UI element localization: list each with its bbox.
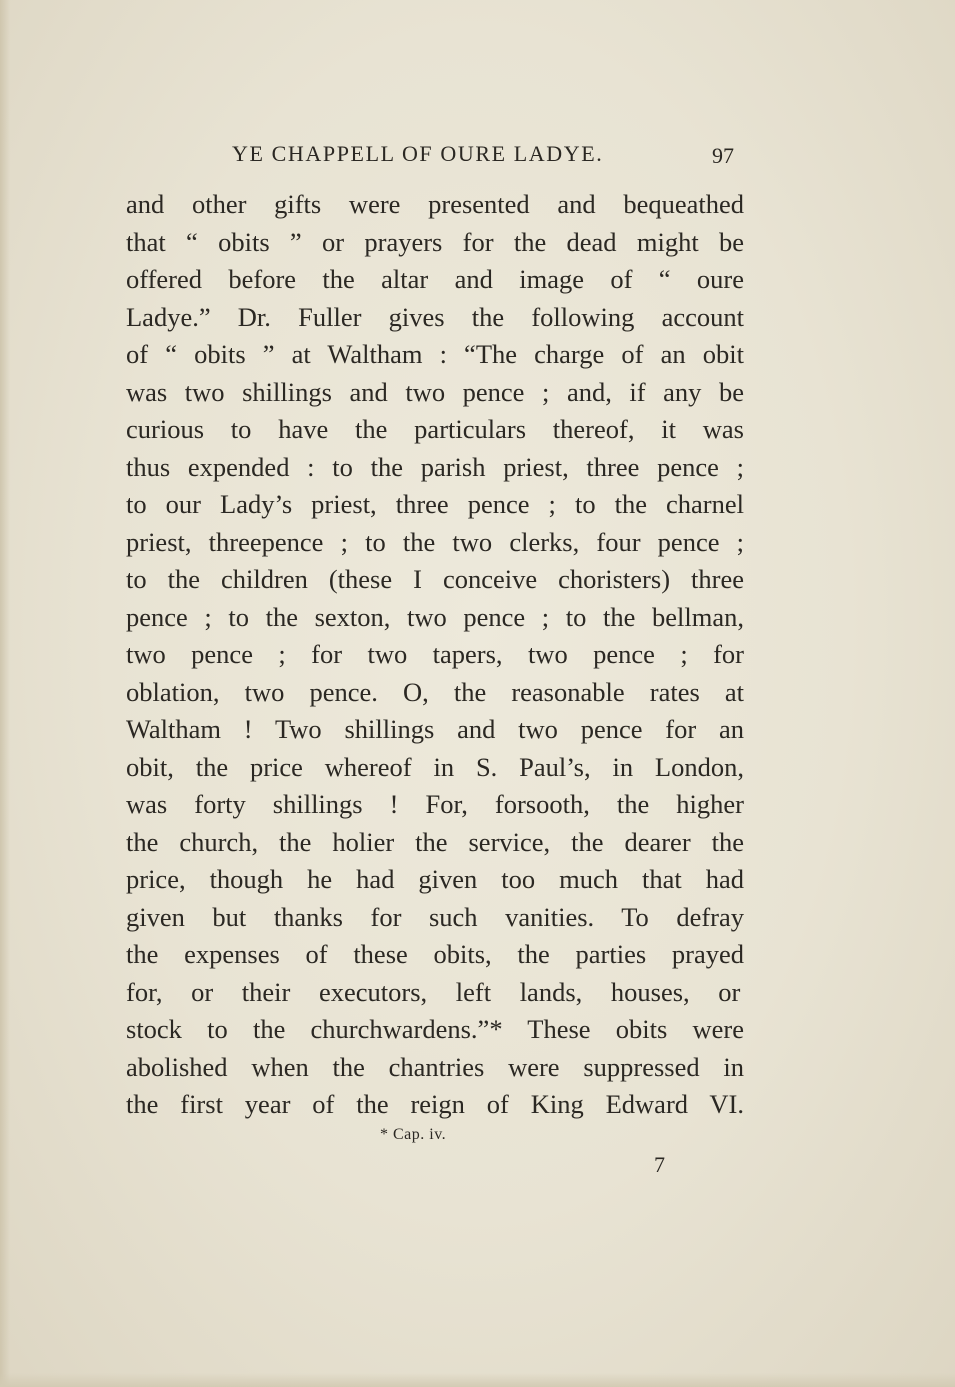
page-header xyxy=(232,141,742,175)
text-line: thus expended : to the parish priest, three pence ; xyxy=(126,451,744,482)
body-text xyxy=(126,186,744,1124)
text-line: for, or their executors, left lands, houses, or xyxy=(126,976,741,1007)
text-line: Waltham ! Two shillings and two pence for an xyxy=(126,714,744,744)
text-line: that “ obits ” or prayers for the dead might be xyxy=(126,226,744,257)
running-title: YE CHAPPELL OF OURE LADYE. xyxy=(232,141,604,166)
text-line: to our Lady’s priest, three pence ; to the charnel xyxy=(126,489,744,519)
text-line: Ladye.” Dr. Fuller gives the following account xyxy=(126,301,744,332)
text-line: pence ; to the sexton, two pence ; to the bellman, xyxy=(126,601,744,632)
text-line: stock to the churchwardens.”* These obits were xyxy=(126,1014,744,1044)
text-line: curious to have the particulars thereof, it was xyxy=(126,414,744,444)
page-left-edge xyxy=(0,0,10,1387)
text-line: given but thanks for such vanities. To defray xyxy=(126,901,744,932)
text-line: price, though he had given too much that had xyxy=(126,864,744,894)
text-line: two pence ; for two tapers, two pence ; for xyxy=(126,639,744,669)
page-bottom-edge xyxy=(0,1373,955,1387)
text-line: of “ obits ” at Waltham : “The charge of an obit xyxy=(126,339,744,369)
text-line: was two shillings and two pence ; and, if any be xyxy=(126,376,744,407)
text-line: offered before the altar and image of “ oure xyxy=(126,264,744,294)
text-line: to the children (these I conceive choristers) three xyxy=(126,564,744,594)
text-line: obit, the price whereof in S. Paul’s, in London, xyxy=(126,751,744,782)
text-line: the church, the holier the service, the dearer the xyxy=(126,826,744,857)
text-line: priest, threepence ; to the two clerks, four pence ; xyxy=(126,526,744,557)
text-line: abolished when the chantries were suppressed in xyxy=(126,1051,744,1082)
signature-mark: 7 xyxy=(654,1152,665,1177)
text-line: and other gifts were presented and bequeathed xyxy=(126,189,744,219)
text-line: oblation, two pence. O, the reasonable rates at xyxy=(126,676,744,707)
text-line: was forty shillings ! For, forsooth, the higher xyxy=(126,789,744,819)
page-number: 97 xyxy=(712,143,734,168)
text-line: the expenses of these obits, the parties prayed xyxy=(126,939,744,969)
text-line: the first year of the reign of King Edward VI. xyxy=(126,1089,744,1119)
footnote: * Cap. iv. xyxy=(380,1126,447,1143)
